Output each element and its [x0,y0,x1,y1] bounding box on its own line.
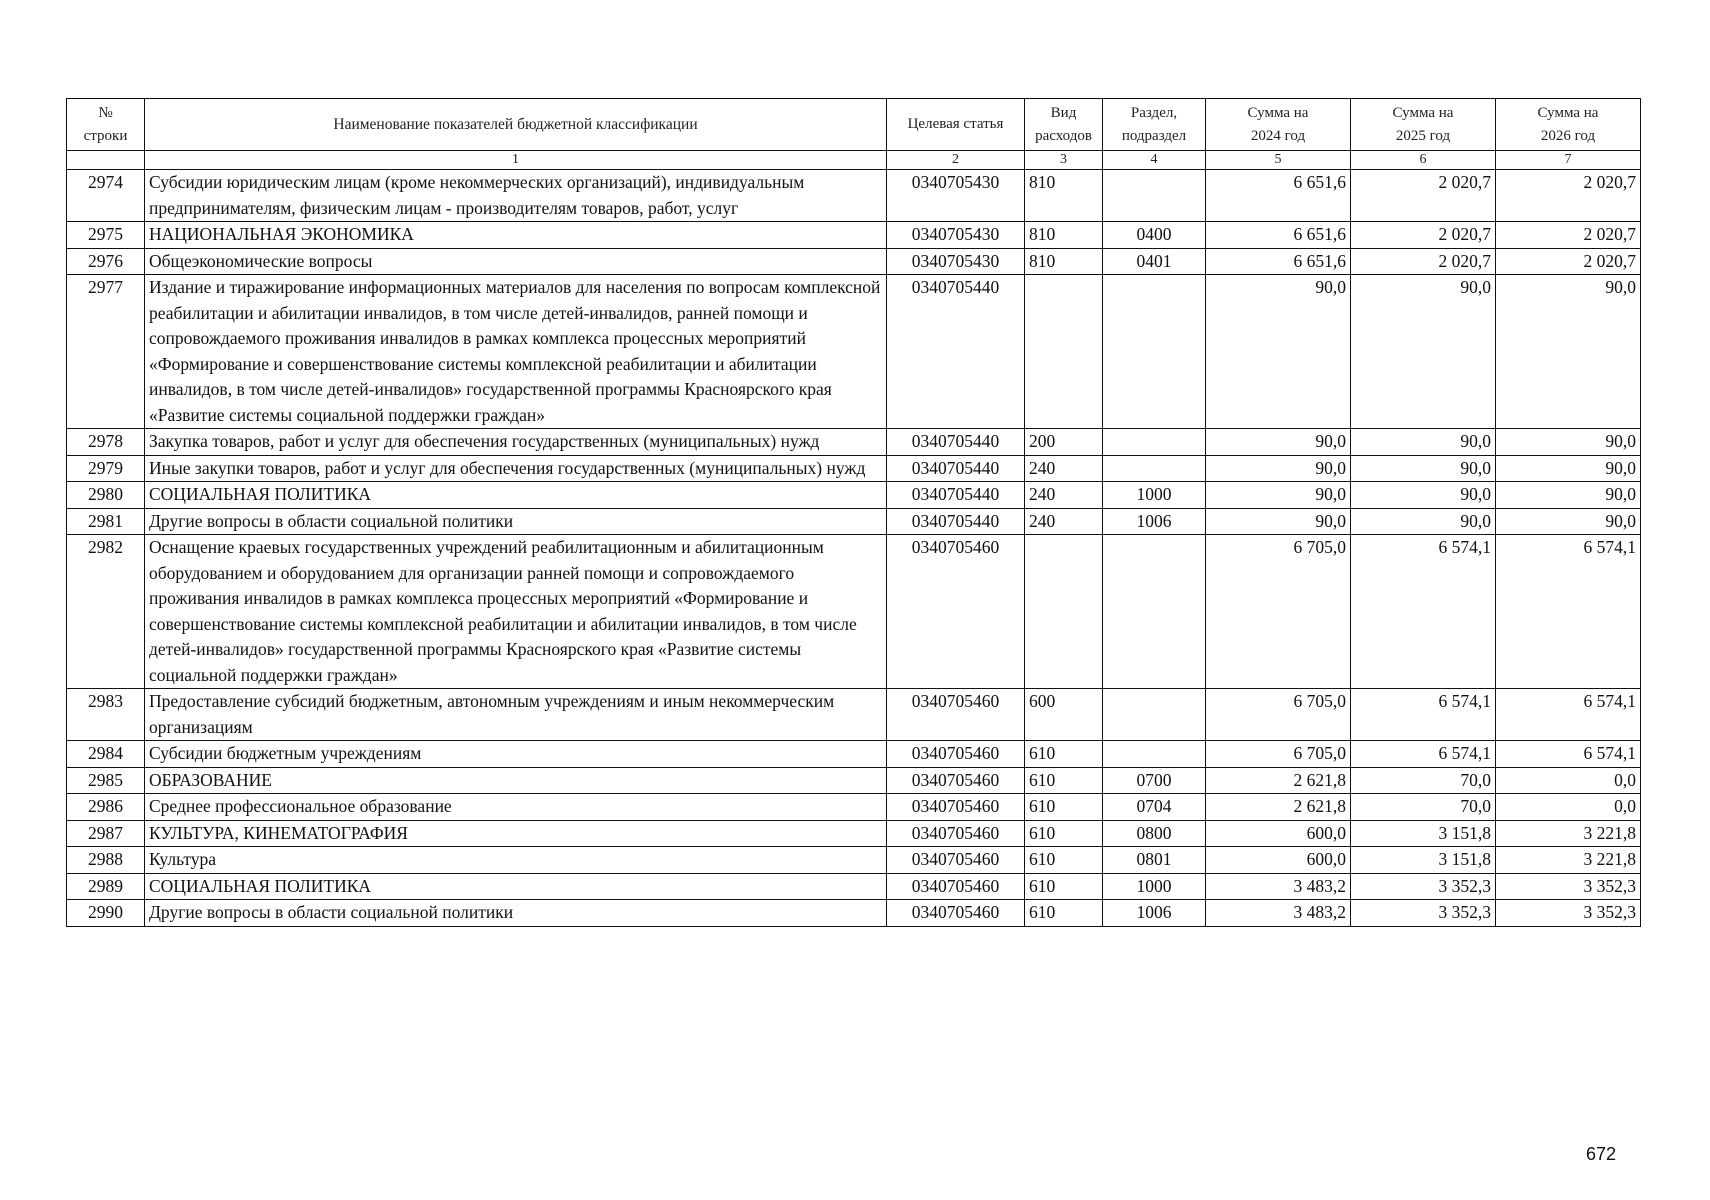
table-row [67,873,1641,900]
row-target-code: 0340705460 [887,794,1025,821]
row-section: 0704 [1103,794,1206,821]
row-number: 2983 [67,689,145,741]
row-name: Другие вопросы в области социальной политики [145,508,887,535]
row-target-code: 0340705460 [887,873,1025,900]
row-sum-2025: 3 151,8 [1351,820,1496,847]
table-row [67,508,1641,535]
row-section [1103,275,1206,429]
row-expense-type: 600 [1025,689,1103,741]
table-row [67,689,1641,741]
row-number: 2981 [67,508,145,535]
row-number: 2987 [67,820,145,847]
row-expense-type: 610 [1025,873,1103,900]
row-target-code: 0340705430 [887,170,1025,222]
row-section: 0801 [1103,847,1206,874]
row-section: 1000 [1103,482,1206,509]
row-target-code: 0340705460 [887,847,1025,874]
row-number: 2976 [67,248,145,275]
row-section [1103,689,1206,741]
row-name: Закупка товаров, работ и услуг для обеспечения государственных (муниципальных) нужд [145,429,887,456]
row-sum-2025: 90,0 [1351,275,1496,429]
row-target-code: 0340705460 [887,900,1025,927]
row-expense-type: 200 [1025,429,1103,456]
row-number: 2975 [67,222,145,249]
row-expense-type: 810 [1025,170,1103,222]
row-sum-2024: 90,0 [1206,275,1351,429]
row-section: 0401 [1103,248,1206,275]
row-sum-2024: 3 483,2 [1206,900,1351,927]
row-sum-2026: 3 352,3 [1496,900,1641,927]
row-expense-type: 240 [1025,508,1103,535]
budget-table [66,98,1641,927]
column-number: 4 [1103,151,1206,170]
row-name: Субсидии юридическим лицам (кроме некоммерческих организаций), индивидуальным предпринимателям, физическим лицам - производителям товаров, работ, услуг [145,170,887,222]
row-sum-2026: 6 574,1 [1496,741,1641,768]
row-sum-2026: 90,0 [1496,455,1641,482]
header-sum-2026: Сумма на 2026 год [1496,99,1641,151]
table-row [67,482,1641,509]
row-expense-type [1025,535,1103,689]
row-target-code: 0340705440 [887,429,1025,456]
header-section: Раздел, подраздел [1103,99,1206,151]
row-sum-2025: 6 574,1 [1351,741,1496,768]
row-sum-2025: 3 352,3 [1351,873,1496,900]
row-sum-2024: 600,0 [1206,820,1351,847]
column-number: 5 [1206,151,1351,170]
row-number: 2979 [67,455,145,482]
row-number: 2990 [67,900,145,927]
row-number: 2986 [67,794,145,821]
row-sum-2025: 90,0 [1351,482,1496,509]
row-sum-2026: 0,0 [1496,767,1641,794]
row-expense-type: 610 [1025,767,1103,794]
row-sum-2025: 2 020,7 [1351,248,1496,275]
row-section: 1006 [1103,508,1206,535]
row-number: 2974 [67,170,145,222]
header-expense-type: Вид расходов [1025,99,1103,151]
row-name: Среднее профессиональное образование [145,794,887,821]
row-number: 2984 [67,741,145,768]
row-section: 1000 [1103,873,1206,900]
row-sum-2026: 90,0 [1496,429,1641,456]
row-number: 2977 [67,275,145,429]
row-sum-2024: 90,0 [1206,482,1351,509]
row-expense-type [1025,275,1103,429]
table-row [67,535,1641,689]
row-sum-2024: 600,0 [1206,847,1351,874]
row-sum-2025: 3 352,3 [1351,900,1496,927]
row-section: 0800 [1103,820,1206,847]
row-sum-2026: 90,0 [1496,508,1641,535]
row-target-code: 0340705440 [887,455,1025,482]
row-sum-2025: 2 020,7 [1351,222,1496,249]
row-sum-2026: 3 352,3 [1496,873,1641,900]
row-expense-type: 810 [1025,222,1103,249]
row-target-code: 0340705430 [887,248,1025,275]
row-expense-type: 810 [1025,248,1103,275]
row-sum-2024: 2 621,8 [1206,794,1351,821]
row-name: КУЛЬТУРА, КИНЕМАТОГРАФИЯ [145,820,887,847]
row-sum-2025: 90,0 [1351,508,1496,535]
row-sum-2026: 2 020,7 [1496,170,1641,222]
row-sum-2024: 90,0 [1206,429,1351,456]
row-name: Издание и тиражирование информационных материалов для населения по вопросам комплексной реабилитации и абилитации инвалидов, в том числе детей-инвалидов, ранней помощи и сопровождаемого проживания инвалидов в рамках комплекса процессных мероприятий «Формирование и совершенствование системы комплексной реабилитации и абилитации инвалидов, в том числе детей-инвалидов» государственной программы Красноярского края «Развитие системы социальной поддержки граждан» [145,275,887,429]
table-row [67,794,1641,821]
row-name: Другие вопросы в области социальной политики [145,900,887,927]
row-expense-type: 610 [1025,847,1103,874]
column-number: 6 [1351,151,1496,170]
column-number: 3 [1025,151,1103,170]
row-sum-2024: 90,0 [1206,455,1351,482]
header-row-number: № строки [67,99,145,151]
header-row [67,99,1641,151]
table-body [67,170,1641,927]
row-sum-2025: 70,0 [1351,794,1496,821]
row-sum-2026: 6 574,1 [1496,689,1641,741]
row-sum-2026: 90,0 [1496,482,1641,509]
row-sum-2026: 6 574,1 [1496,535,1641,689]
row-sum-2025: 70,0 [1351,767,1496,794]
row-sum-2024: 6 705,0 [1206,741,1351,768]
row-section [1103,429,1206,456]
row-expense-type: 610 [1025,900,1103,927]
row-number: 2980 [67,482,145,509]
row-sum-2024: 6 651,6 [1206,248,1351,275]
row-name: Субсидии бюджетным учреждениям [145,741,887,768]
table-row [67,900,1641,927]
row-target-code: 0340705460 [887,535,1025,689]
column-number: 2 [887,151,1025,170]
row-sum-2025: 6 574,1 [1351,689,1496,741]
row-sum-2024: 3 483,2 [1206,873,1351,900]
table-row [67,248,1641,275]
row-sum-2025: 2 020,7 [1351,170,1496,222]
row-expense-type: 240 [1025,455,1103,482]
row-section: 0700 [1103,767,1206,794]
row-sum-2026: 3 221,8 [1496,820,1641,847]
table-row [67,820,1641,847]
row-name: Общеэкономические вопросы [145,248,887,275]
row-expense-type: 240 [1025,482,1103,509]
row-section: 1006 [1103,900,1206,927]
row-sum-2026: 0,0 [1496,794,1641,821]
row-number: 2988 [67,847,145,874]
table-row [67,847,1641,874]
row-name: Культура [145,847,887,874]
row-target-code: 0340705460 [887,689,1025,741]
table-row [67,170,1641,222]
header-sum-2024: Сумма на 2024 год [1206,99,1351,151]
row-target-code: 0340705460 [887,767,1025,794]
column-number [67,151,145,170]
row-number: 2985 [67,767,145,794]
column-number: 7 [1496,151,1641,170]
row-target-code: 0340705440 [887,275,1025,429]
row-section [1103,741,1206,768]
row-name: СОЦИАЛЬНАЯ ПОЛИТИКА [145,873,887,900]
column-number: 1 [145,151,887,170]
page-number: 672 [1586,1144,1617,1164]
row-expense-type: 610 [1025,794,1103,821]
row-sum-2026: 3 221,8 [1496,847,1641,874]
row-sum-2026: 2 020,7 [1496,248,1641,275]
row-name: Иные закупки товаров, работ и услуг для обеспечения государственных (муниципальных) нужд [145,455,887,482]
row-section [1103,535,1206,689]
row-sum-2026: 90,0 [1496,275,1641,429]
table-row [67,741,1641,768]
row-expense-type: 610 [1025,820,1103,847]
row-section [1103,170,1206,222]
row-sum-2024: 6 705,0 [1206,689,1351,741]
row-target-code: 0340705440 [887,508,1025,535]
row-sum-2025: 3 151,8 [1351,847,1496,874]
header-sum-2025: Сумма на 2025 год [1351,99,1496,151]
header-target: Целевая статья [887,99,1025,151]
row-sum-2024: 6 651,6 [1206,170,1351,222]
header-name: Наименование показателей бюджетной классификации [145,99,887,151]
row-number: 2989 [67,873,145,900]
row-expense-type: 610 [1025,741,1103,768]
row-target-code: 0340705460 [887,741,1025,768]
row-section [1103,455,1206,482]
row-name: СОЦИАЛЬНАЯ ПОЛИТИКА [145,482,887,509]
row-sum-2026: 2 020,7 [1496,222,1641,249]
table-row [67,767,1641,794]
row-name: Предоставление субсидий бюджетным, автономным учреждениям и иным некоммерческим организациям [145,689,887,741]
row-number: 2982 [67,535,145,689]
table-row [67,275,1641,429]
row-sum-2025: 90,0 [1351,455,1496,482]
row-number: 2978 [67,429,145,456]
row-sum-2024: 90,0 [1206,508,1351,535]
column-number-row [67,151,1641,170]
row-target-code: 0340705440 [887,482,1025,509]
row-target-code: 0340705430 [887,222,1025,249]
table-row [67,429,1641,456]
row-sum-2024: 6 705,0 [1206,535,1351,689]
row-name: Оснащение краевых государственных учреждений реабилитационным и абилитационным оборудованием и оборудованием для организации ранней помощи и сопровождаемого проживания инвалидов в рамках комплекса процессных мероприятий «Формирование и совершенствование системы комплексной реабилитации и абилитации инвалидов, в том числе детей-инвалидов» государственной программы Красноярского края «Развитие системы социальной поддержки граждан» [145,535,887,689]
row-target-code: 0340705460 [887,820,1025,847]
row-section: 0400 [1103,222,1206,249]
table-row [67,222,1641,249]
row-name: НАЦИОНАЛЬНАЯ ЭКОНОМИКА [145,222,887,249]
row-sum-2024: 6 651,6 [1206,222,1351,249]
row-sum-2025: 6 574,1 [1351,535,1496,689]
row-sum-2025: 90,0 [1351,429,1496,456]
row-name: ОБРАЗОВАНИЕ [145,767,887,794]
row-sum-2024: 2 621,8 [1206,767,1351,794]
table-row [67,455,1641,482]
